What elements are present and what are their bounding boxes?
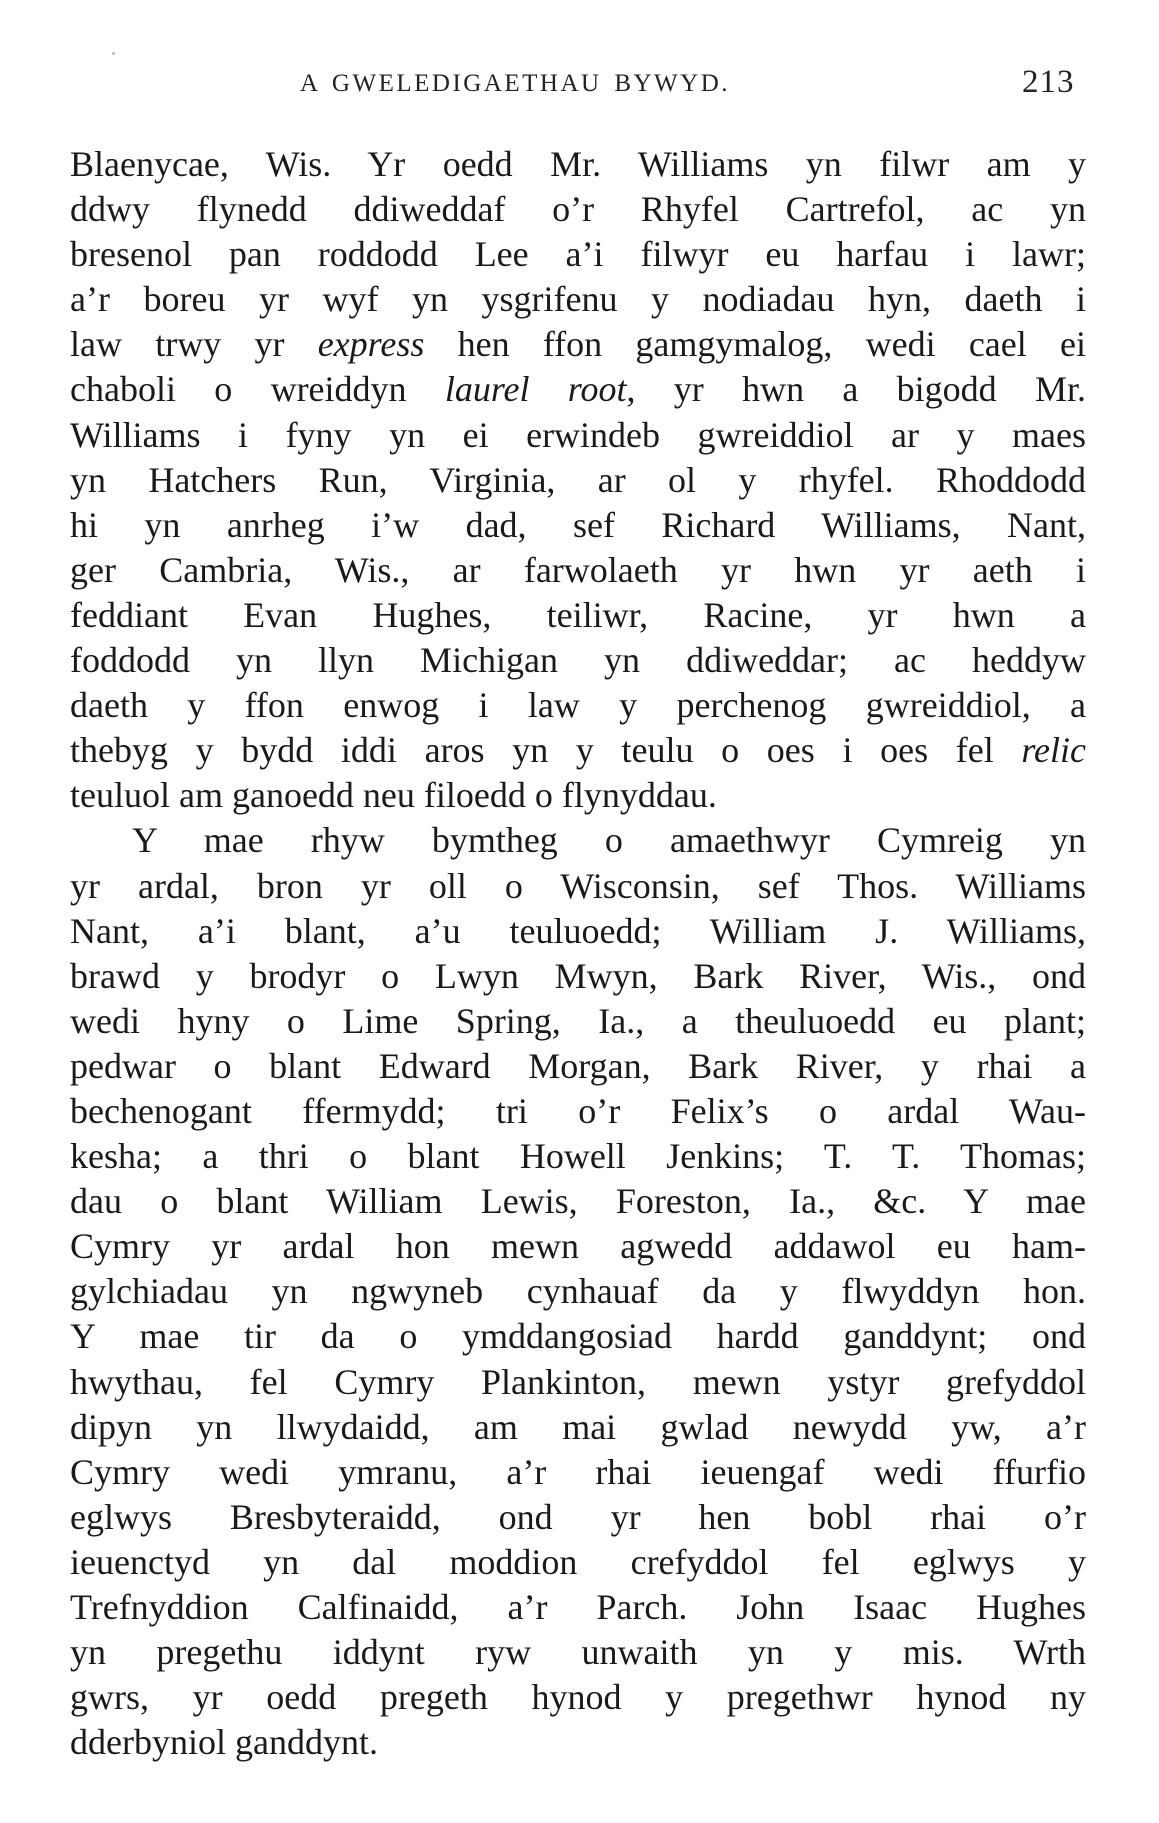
text-line: daeth y ffon enwog i law y perchenog gwreiddiol, a bbox=[70, 685, 1086, 726]
text-line bbox=[70, 728, 1086, 773]
text-line: dderbyniol ganddynt. bbox=[70, 1722, 378, 1763]
text-segment: hen ffon gamgymalog, wedi cael ei bbox=[424, 324, 1086, 365]
text-line: a’r boreu yr wyf yn ysgrifenu y nodiadau hyn, daeth i bbox=[70, 279, 1086, 320]
italic-word: relic bbox=[1021, 730, 1086, 771]
text-line bbox=[70, 322, 1086, 367]
text-line: Trefnyddion Calfinaidd, a’r Parch. John Isaac Hughes bbox=[70, 1587, 1086, 1627]
text-line: pedwar o blant Edward Morgan, Bark River, y rhai a bbox=[70, 1045, 1086, 1086]
text-line: feddiant Evan Hughes, teiliwr, Racine, yr hwn a bbox=[70, 594, 1086, 635]
text-line: gwrs, yr oedd pregeth hynod y pregethwr hynod ny bbox=[70, 1677, 1086, 1718]
text-line: bresenol pan roddodd Lee a’i filwyr eu harfau i lawr; bbox=[70, 234, 1086, 275]
print-speck bbox=[112, 52, 115, 55]
page-number: 213 bbox=[1022, 64, 1075, 100]
text-segment: chaboli o wreiddyn bbox=[70, 369, 445, 410]
text-line: Williams i fyny yn ei erwindeb gwreiddiol ar y maes bbox=[70, 414, 1086, 455]
text-line: kesha; a thri o blant Howell Jenkins; T. T. Thomas; bbox=[70, 1136, 1086, 1177]
running-head: A GWELEDIGAETHAU BYWYD. bbox=[300, 70, 731, 97]
text-line: ger Cambria, Wis., ar farwolaeth yr hwn yr aeth i bbox=[70, 549, 1086, 590]
text-line: ddwy flynedd ddiweddaf o’r Rhyfel Cartrefol, ac yn bbox=[70, 189, 1086, 230]
text-line bbox=[70, 367, 1086, 412]
text-line: wedi hyny o Lime Spring, Ia., a theuluoedd eu plant; bbox=[70, 1000, 1086, 1041]
text-line: gylchiadau yn ngwyneb cynhauaf da y flwyddyn hon. bbox=[70, 1271, 1086, 1312]
text-line: yn Hatchers Run, Virginia, ar ol y rhyfel. Rhoddodd bbox=[70, 459, 1086, 500]
text-line: hi yn anrheg i’w dad, sef Richard Williams, Nant, bbox=[70, 504, 1086, 545]
body-text bbox=[70, 142, 1086, 1765]
italic-phrase: laurel root bbox=[444, 369, 627, 410]
text-line: Cymry yr ardal hon mewn agwedd addawol eu ham- bbox=[70, 1226, 1086, 1267]
text-line: yr ardal, bron yr oll o Wisconsin, sef Thos. Williams bbox=[70, 865, 1086, 906]
text-segment: , yr hwn a bigodd Mr. bbox=[626, 369, 1086, 410]
italic-word: express bbox=[317, 324, 425, 365]
text-line: brawd y brodyr o Lwyn Mwyn, Bark River, Wis., ond bbox=[70, 955, 1086, 996]
text-segment: law trwy yr bbox=[70, 324, 318, 365]
text-line: eglwys Bresbyteraidd, ond yr hen bobl rhai o’r bbox=[70, 1496, 1086, 1537]
text-line: hwythau, fel Cymry Plankinton, mewn ystyr grefyddol bbox=[70, 1361, 1086, 1402]
text-line: Nant, a’i blant, a’u teuluoedd; William J. Williams, bbox=[70, 910, 1086, 951]
paragraph-first-line: Y mae rhyw bymtheg o amaethwyr Cymreig yn bbox=[132, 820, 1086, 861]
text-line: teuluol am ganoedd neu filoedd o flynyddau. bbox=[70, 775, 717, 816]
text-line: yn pregethu iddynt ryw unwaith yn y mis. Wrth bbox=[70, 1632, 1086, 1673]
text-line: Cymry wedi ymranu, a’r rhai ieuengaf wedi ffurfio bbox=[70, 1451, 1086, 1492]
text-line: Blaenycae, Wis. Yr oedd Mr. Williams yn filwr am y bbox=[70, 144, 1086, 184]
text-line: ieuenctyd yn dal moddion crefyddol fel eglwys y bbox=[70, 1541, 1086, 1582]
text-line: foddodd yn llyn Michigan yn ddiweddar; ac heddyw bbox=[70, 640, 1086, 681]
text-segment: thebyg y bydd iddi aros yn y teulu o oes i oes fel bbox=[70, 730, 1022, 771]
text-line: dau o blant William Lewis, Foreston, Ia., &c. Y mae bbox=[70, 1181, 1086, 1222]
text-line: bechenogant ffermydd; tri o’r Felix’s o ardal Wau- bbox=[70, 1090, 1086, 1131]
text-line: dipyn yn llwydaidd, am mai gwlad newydd yw, a’r bbox=[70, 1406, 1086, 1447]
text-line: Y mae tir da o ymddangosiad hardd ganddynt; ond bbox=[70, 1316, 1086, 1357]
